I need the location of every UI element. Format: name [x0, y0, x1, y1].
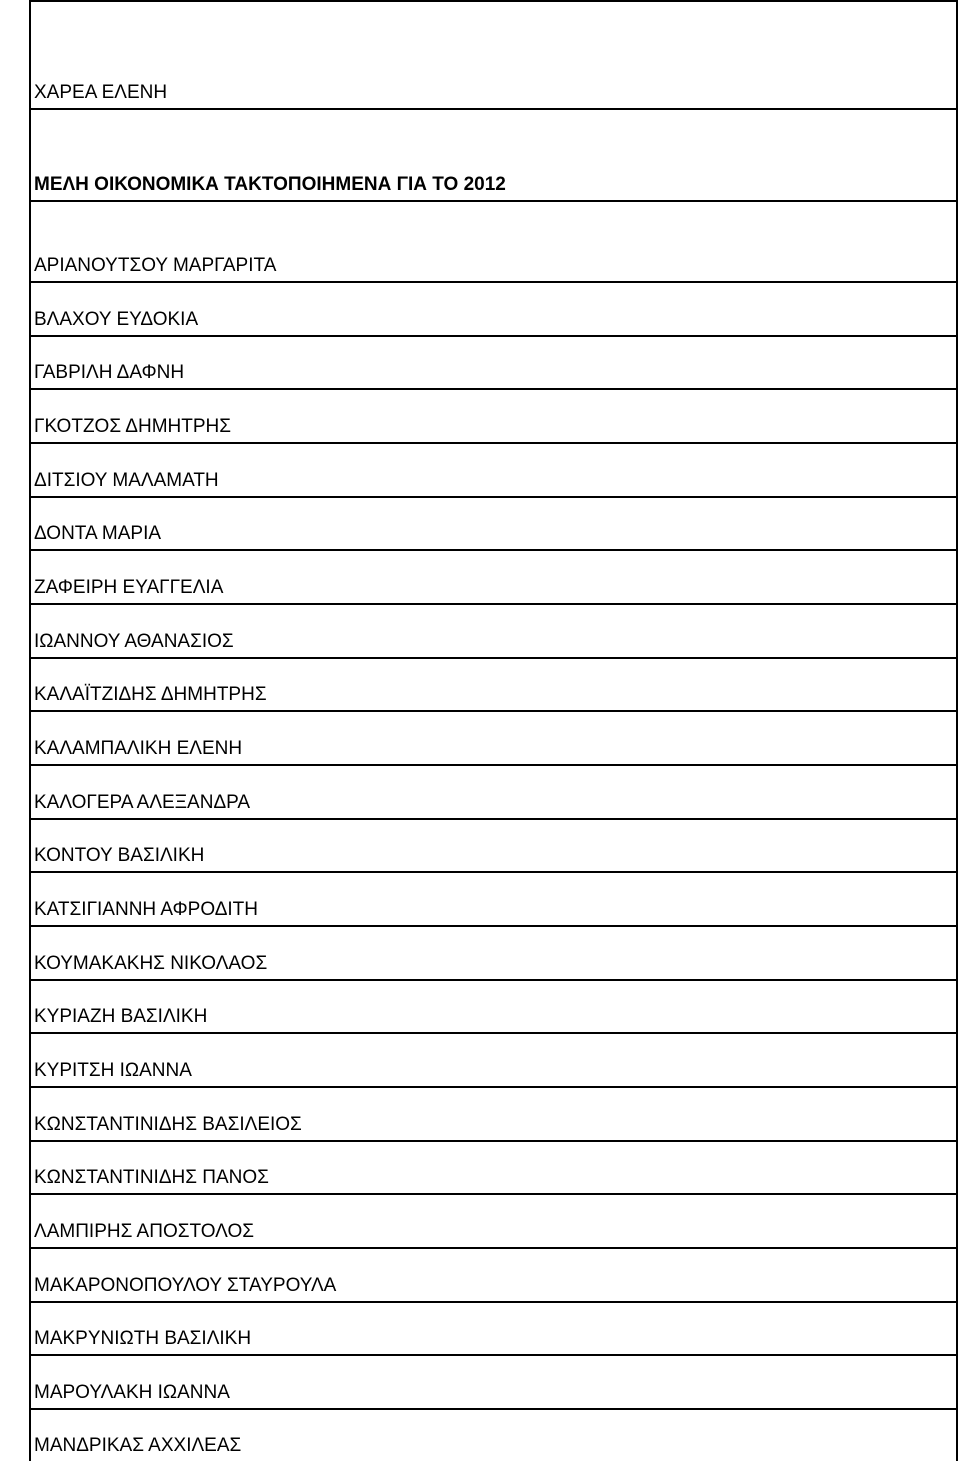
- table-row: [31, 1193, 956, 1247]
- member-name: ΚΑΛΑΜΠΑΛΙΚΗ ΕΛΕΝΗ: [34, 738, 243, 759]
- table-row: [31, 871, 956, 925]
- member-name: ΖΑΦΕΙΡΗ ΕΥΑΓΓΕΛΙΑ: [34, 577, 224, 598]
- table-row: [31, 818, 956, 871]
- member-name: ΑΡΙΑΝΟΥΤΣΟΥ ΜΑΡΓΑΡΙΤΑ: [34, 255, 277, 276]
- section-title: ΜΕΛΗ ΟΙΚΟΝΟΜΙΚΑ ΤΑΚΤΟΠΟΙΗΜΕΝΑ ΓΙΑ ΤΟ 2012: [34, 174, 506, 195]
- member-name: ΓΑΒΡΙΛΗ ΔΑΦΝΗ: [34, 362, 185, 383]
- member-name: ΓΚΟΤΖΟΣ ΔΗΜΗΤΡΗΣ: [34, 416, 232, 437]
- section-title-row: [31, 108, 956, 200]
- table-row: [31, 1247, 956, 1301]
- table-row: [31, 603, 956, 657]
- member-name: ΚΥΡΙΑΖΗ ΒΑΣΙΛΙΚΗ: [34, 1006, 208, 1027]
- member-name: ΜΑΚΡΥΝΙΩΤΗ ΒΑΣΙΛΙΚΗ: [34, 1328, 252, 1349]
- table-row: [31, 0, 956, 108]
- member-name: ΔΙΤΣΙΟΥ ΜΑΛΑΜΑΤΗ: [34, 470, 219, 491]
- member-name: ΚΟΝΤΟΥ ΒΑΣΙΛΙΚΗ: [34, 845, 205, 866]
- table-row: [31, 549, 956, 603]
- table-row: [31, 1086, 956, 1140]
- member-name: ΚΑΛΟΓΕΡΑ ΑΛΕΞΑΝΔΡΑ: [34, 792, 251, 813]
- member-name: ΚΟΥΜΑΚΑΚΗΣ ΝΙΚΟΛΑΟΣ: [34, 953, 268, 974]
- member-name: ΚΩΝΣΤΑΝΤΙΝΙΔΗΣ ΒΑΣΙΛΕΙΟΣ: [34, 1114, 302, 1135]
- table-row: [31, 979, 956, 1032]
- table-row: [31, 1354, 956, 1408]
- table-row: [31, 281, 956, 335]
- table-row: [31, 442, 956, 496]
- member-name: ΚΥΡΙΤΣΗ ΙΩΑΝΝΑ: [34, 1060, 192, 1081]
- table-row: [31, 764, 956, 818]
- table-row: [31, 925, 956, 979]
- top-name-cell: ΧΑΡΕΑ ΕΛΕΝΗ: [34, 82, 168, 103]
- table-row: [31, 496, 956, 549]
- table-row: [31, 710, 956, 764]
- member-name: ΚΑΤΣΙΓΙΑΝΝΗ ΑΦΡΟΔΙΤΗ: [34, 899, 259, 920]
- member-name: ΜΑΡΟΥΛΑΚΗ ΙΩΑΝΝΑ: [34, 1382, 230, 1403]
- member-name: ΛΑΜΠΙΡΗΣ ΑΠΟΣΤΟΛΟΣ: [34, 1221, 254, 1242]
- table-row: [31, 335, 956, 388]
- table-row: [31, 388, 956, 442]
- member-name: ΔΟΝΤΑ ΜΑΡΙΑ: [34, 523, 162, 544]
- member-name: ΙΩΑΝΝΟΥ ΑΘΑΝΑΣΙΟΣ: [34, 631, 234, 652]
- member-name: ΜΑΚΑΡΟΝΟΠΟΥΛΟΥ ΣΤΑΥΡΟΥΛΑ: [34, 1275, 337, 1296]
- table-row: [31, 1301, 956, 1354]
- table-row: [31, 1408, 956, 1461]
- table-row: [31, 200, 956, 281]
- member-name: ΒΛΑΧΟΥ ΕΥΔΟΚΙΑ: [34, 309, 199, 330]
- member-name: ΚΑΛΑΪΤΖΙΔΗΣ ΔΗΜΗΤΡΗΣ: [34, 684, 267, 705]
- member-list-table: [29, 0, 958, 1461]
- table-row: [31, 1032, 956, 1086]
- member-name: ΚΩΝΣΤΑΝΤΙΝΙΔΗΣ ΠΑΝΟΣ: [34, 1167, 269, 1188]
- member-name: ΜΑΝΔΡΙΚΑΣ ΑΧΧΙΛΕΑΣ: [34, 1435, 242, 1456]
- table-row: [31, 1140, 956, 1193]
- table-row: [31, 657, 956, 710]
